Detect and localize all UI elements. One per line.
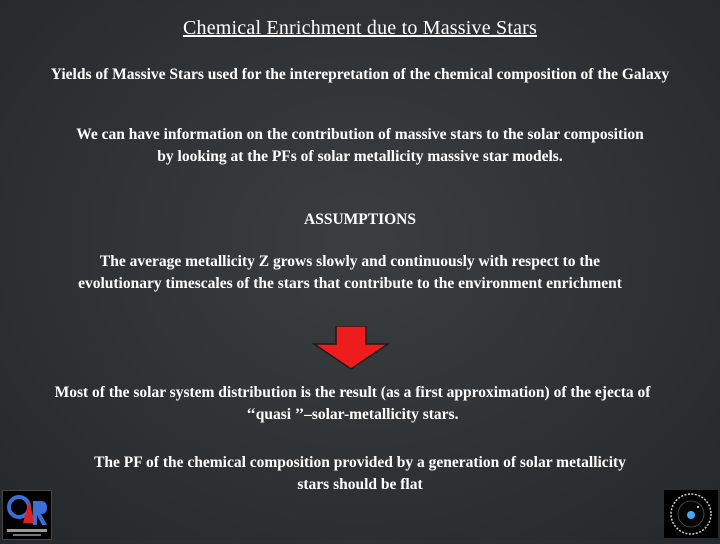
- oar-logo: [2, 490, 52, 540]
- yields-paragraph: Yields of Massive Stars used for the interepretation of the chemical composition of the Galaxy: [50, 66, 670, 83]
- pf-paragraph: The PF of the chemical composition provided by a generation of solar metallicity stars should be flat: [94, 454, 626, 493]
- slide-title: Chemical Enrichment due to Massive Stars: [182, 17, 538, 39]
- info-paragraph: We can have information on the contribution of massive stars to the solar composition by looking at the PFs of solar metallicity massive star models.: [76, 126, 644, 165]
- assumptions-heading: ASSUMPTIONS: [304, 211, 416, 228]
- solar-distribution-paragraph: Most of the solar system distribution is the result (as a first approximation) of the ejecta of ‘‘quasi ’’–solar-metallicity stars.: [54, 384, 651, 423]
- institute-seal-logo: [664, 490, 718, 538]
- metallicity-paragraph: The average metallicity Z grows slowly and continuously with respect to the evolutionary timescales of the stars that contribute to the environment enrichment: [78, 253, 622, 292]
- down-arrow-icon: [312, 326, 390, 370]
